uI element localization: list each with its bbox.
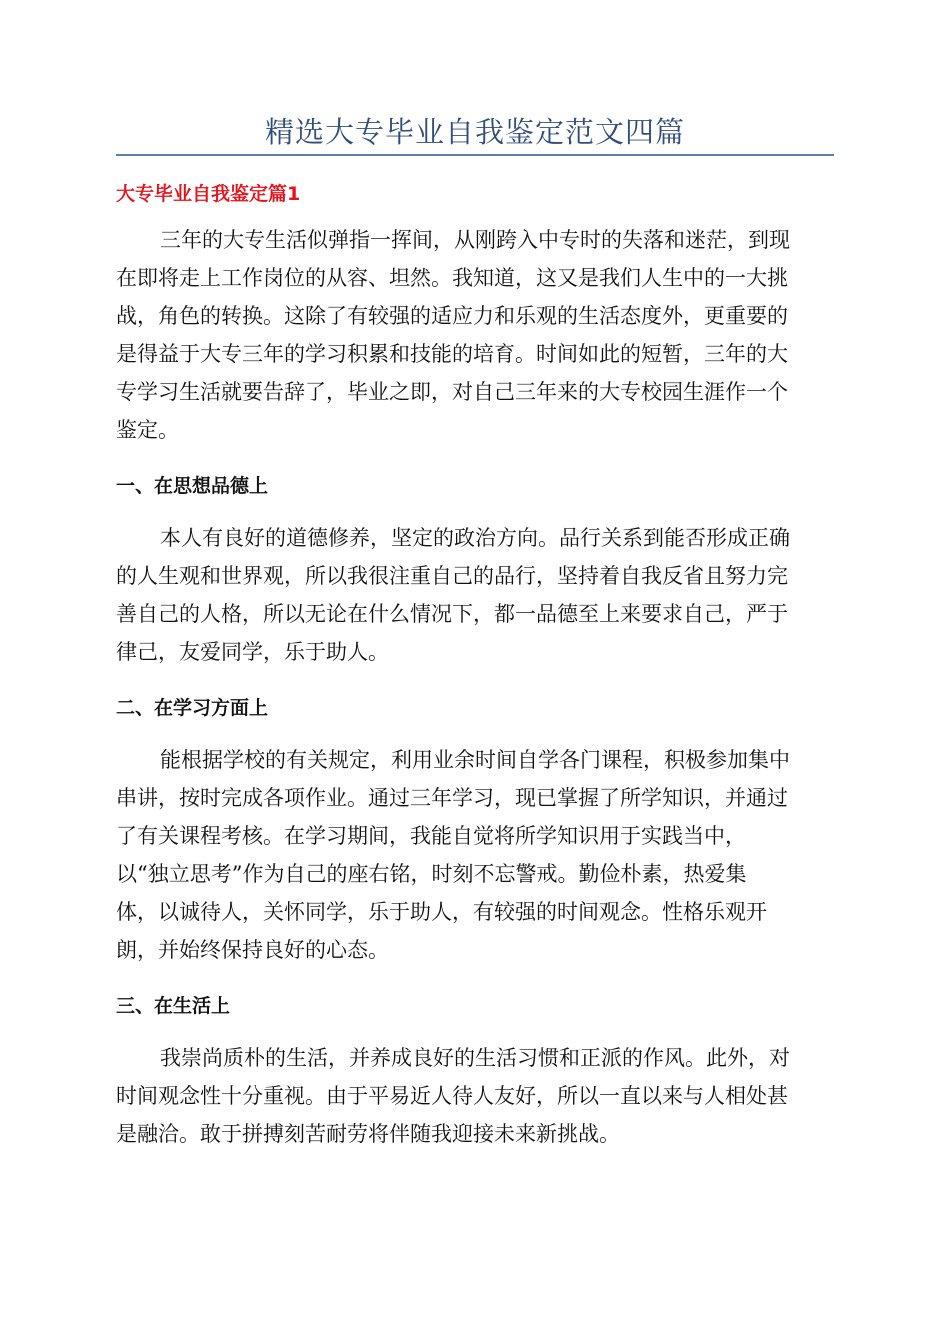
paragraph-line: 朗，并始终保持良好的心态。 — [116, 938, 389, 962]
paragraph-line: 是得益于大专三年的学习积累和技能的培育。时间如此的短暂，三年的大 — [116, 342, 788, 366]
paragraph-line: 善自己的人格，所以无论在什么情况下，都一品德至上来要求自己，严于 — [116, 602, 788, 626]
intro-paragraph — [116, 221, 834, 449]
section-heading-life: 三、在生活上 — [116, 995, 231, 1017]
title-underline — [116, 154, 834, 156]
section-heading-morality: 一、在思想品德上 — [116, 475, 269, 497]
section-title: 大专毕业自我鉴定篇1 — [116, 183, 301, 205]
paragraph-line: 体，以诚待人，关怀同学，乐于助人，有较强的时间观念。性格乐观开 — [116, 900, 767, 924]
paragraph-line: 我崇尚质朴的生活，并养成良好的生活习惯和正派的作风。此外，对 — [160, 1046, 790, 1070]
document-title: 精选大专毕业自我鉴定范文四篇 — [264, 115, 685, 149]
paragraph-line: 鉴定。 — [116, 418, 179, 442]
paragraph-line: 串讲，按时完成各项作业。通过三年学习，现已掌握了所学知识，并通过 — [116, 786, 788, 810]
paragraph-line: 是融洽。敢于拼搏刻苦耐劳将伴随我迎接未来新挑战。 — [116, 1122, 620, 1146]
paragraph-line: 时间观念性十分重视。由于平易近人待人友好，所以一直以来与人相处甚 — [116, 1084, 788, 1108]
paragraph-line: 能根据学校的有关规定，利用业余时间自学各门课程，积极参加集中 — [160, 748, 790, 772]
paragraph-line: 在即将走上工作岗位的从容、坦然。我知道，这又是我们人生中的一大挑 — [116, 266, 788, 290]
paragraph-line: 专学习生活就要告辞了，毕业之即，对自己三年来的大专校园生涯作一个 — [116, 380, 788, 404]
section-heading-study: 二、在学习方面上 — [116, 697, 269, 719]
paragraph-line: 了有关课程考核。在学习期间，我能自觉将所学知识用于实践当中， — [116, 824, 746, 848]
paragraph-line: 律己，友爱同学，乐于助人。 — [116, 640, 389, 664]
paragraph-line: 本人有良好的道德修养，坚定的政治方向。品行关系到能否形成正确 — [160, 526, 790, 550]
paragraph-line: 战，角色的转换。这除了有较强的适应力和乐观的生活态度外，更重要的 — [116, 304, 788, 328]
study-paragraph — [116, 741, 834, 969]
morality-paragraph — [116, 519, 834, 671]
paragraph-line: 的人生观和世界观，所以我很注重自己的品行，坚持着自我反省且努力完 — [116, 564, 788, 588]
paragraph-line: 三年的大专生活似弹指一挥间，从刚跨入中专时的失落和迷茫，到现 — [160, 228, 790, 252]
life-paragraph — [116, 1039, 834, 1153]
paragraph-line: 以“独立思考”作为自己的座右铭，时刻不忘警戒。勤俭朴素，热爱集 — [116, 862, 747, 886]
